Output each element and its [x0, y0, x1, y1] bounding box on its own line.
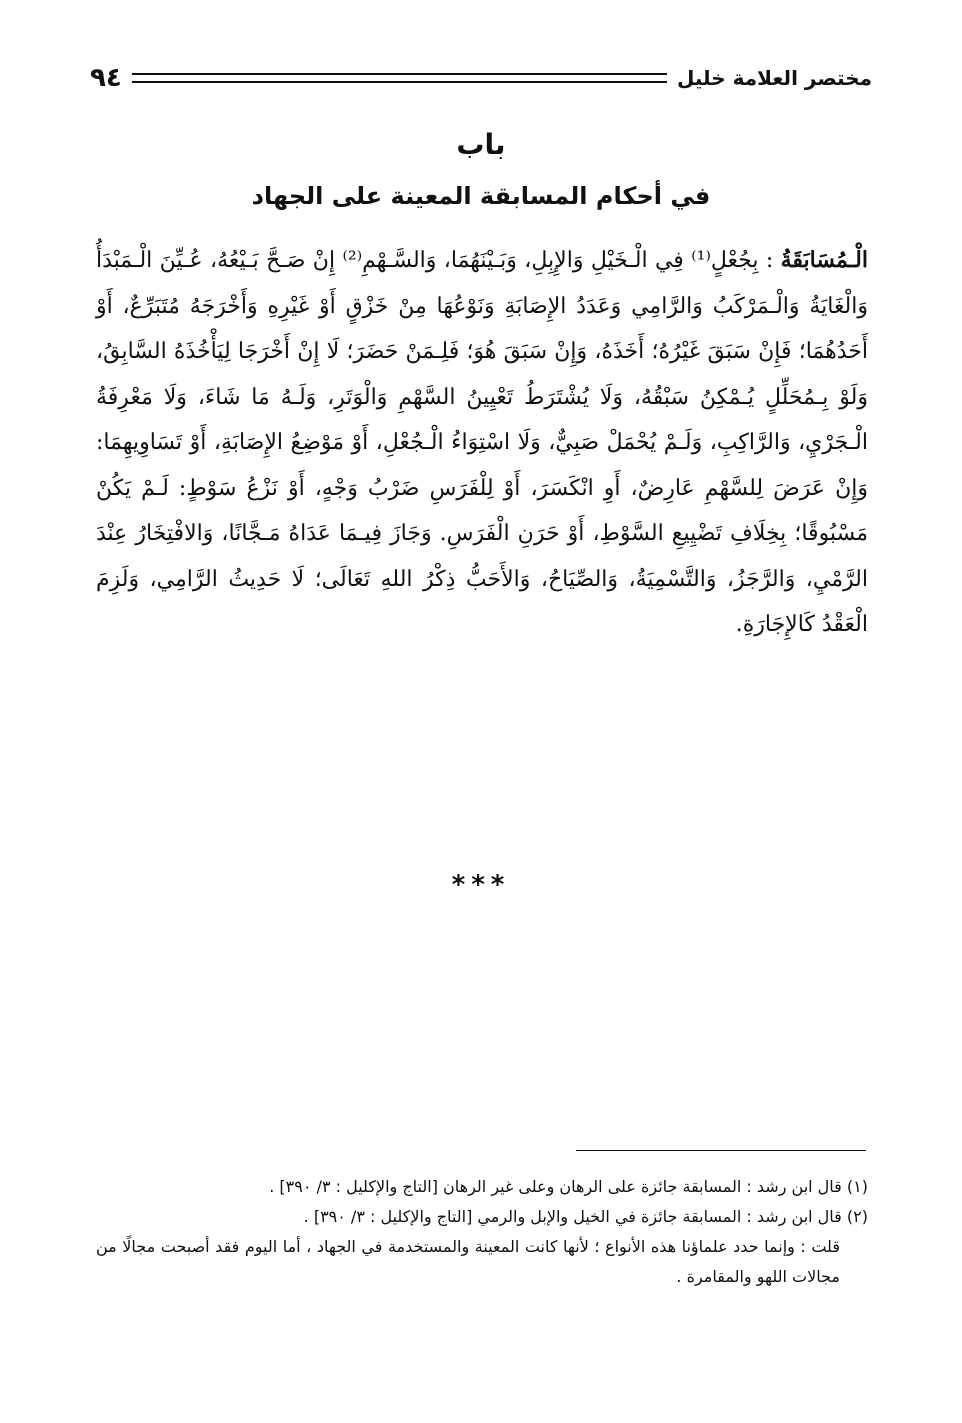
footnote-2: (٢) قال ابن رشد : المسابقة جائزة في الخيل والإبل والرمي [التاج والإكليل : ٣/ ٣٩٠] .: [303, 1207, 868, 1226]
footnote-1: (١) قال ابن رشد : المسابقة جائزة على الرهان وعلى غير الرهان [التاج والإكليل : ٣/ ٣٩٠] .: [269, 1177, 868, 1196]
page-number: ٩٤: [90, 63, 122, 93]
footnote-rule: [576, 1150, 866, 1151]
body-paragraph: : بِجُعْلٍ⁽¹⁾ فِي الْـخَيْلِ وَالإِبِلِ، وَبَـيْنَهُمَا، وَالسَّـهْمِ⁽²⁾ إِنْ صَـحَّ بَـيْعُهُ، عُـيِّنَ الْـمَبْدَأُ وَالْغَايَةُ وَالْـمَرْكَبُ وَالرَّامِي وَعَدَدُ الإِصَابَةِ وَنَوْعُهَا مِنْ خَزْقٍ أَوْ غَيْرِهِ وَأَخْرَجَهُ مُتَبَرِّعٌ، أَوْ أَحَدُهُمَا؛ فَإِنْ سَبَقَ غَيْرُهُ؛ أَخَذَهُ، وَإِنْ سَبَقَ هُوَ؛ فَلِـمَنْ حَضَرَ؛ لَا إِنْ أَخْرَجَا لِيَأْخُذَهُ السَّابِقُ، وَلَوْ بِـمُحَلِّلٍ يُـمْكِنُ سَبْقُهُ، وَلَا يُشْتَرَطُ تَعْيِينُ السَّهْمِ وَالْوَتَرِ، وَلَـهُ مَا شَاءَ، وَلَا مَعْرِفَةُ الْـجَرْيِ، وَالرَّاكِبِ، وَلَـمْ يُحْمَلْ صَبِيٌّ، وَلَا اسْتِوَاءُ الْـجُعْلِ، أَوْ مَوْضِعُ الإِصَابَةِ، أَوْ تَسَاوِيهِمَا: وَإِنْ عَرَضَ لِلسَّهْمِ عَارِضٌ، أَوِ انْكَسَرَ، أَوْ لِلْفَرَسِ ضَرْبُ وَجْهٍ، أَوْ نَزْعُ سَوْطٍ: لَـمْ يَكُنْ مَسْبُوقًا؛ بِخِلَافِ تَضْيِيعِ السَّوْطِ، أَوْ حَرَنِ الْفَرَسِ. وَجَازَ فِيـمَا عَدَاهُ مَـجَّانًا، وَالافْتِخَارُ عِنْدَ الرَّمْيِ، وَالرَّجَزُ، وَالتَّسْمِيَةُ، وَالصِّيَاحُ، وَالأَحَبُّ ذِكْرُ اللهِ تَعَالَى؛ لَا حَدِيثُ الرَّامِي، وَلَزِمَ الْعَقْدُ كَالإِجَارَةِ.: [96, 248, 868, 637]
header-rule: [132, 73, 667, 83]
chapter-title: باب: [456, 128, 506, 161]
footnote-comment: قلت : وإنما حدد علماؤنا هذه الأنواع ؛ لأنها كانت المعينة والمستخدمة في الجهاد ، أما اليوم فقد أصبحت مجالًا من مجالات اللهو والمقامرة .: [96, 1237, 840, 1286]
main-text: [96, 238, 868, 648]
lead-word: الْـمُسَابَقَةُ: [780, 247, 868, 273]
footnotes: [96, 1172, 868, 1292]
section-separator: ***: [451, 870, 511, 900]
chapter-subtitle: في أحكام المسابقة المعينة على الجهاد: [251, 182, 711, 210]
book-title: مختصر العلامة خليل: [677, 66, 872, 90]
running-header: [90, 58, 872, 98]
